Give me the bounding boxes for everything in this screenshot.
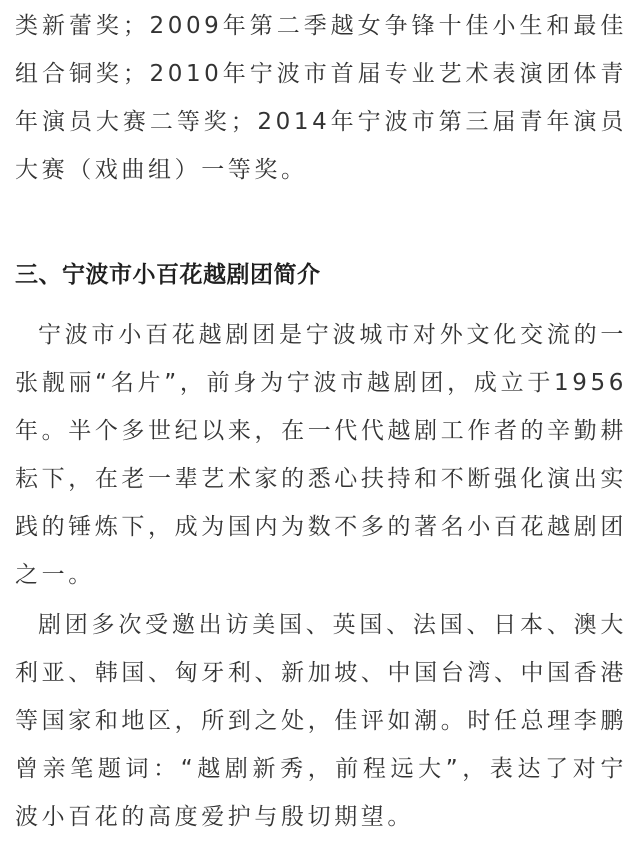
paragraph-overseas-tours: 剧团多次受邀出访美国、英国、法国、日本、澳大利亚、韩国、匈牙利、新加坡、中国台湾、中国香港等国家和地区，所到之处，佳评如潮。时任总理李鹏曾亲笔题词：“越剧新秀，前程远大”，表达了对宁波小百花的高度爱护与殷切期望。 <box>15 612 627 830</box>
article-body <box>15 0 627 841</box>
paragraph-troupe-intro: 宁波市小百花越剧团是宁波城市对外文化交流的一张靓丽“名片”，前身为宁波市越剧团，成立于1956年。半个多世纪以来，在一代代越剧工作者的辛勤耕耘下，在老一辈艺术家的悉心扶持和不断强化演出实践的锤炼下，成为国内为数不多的著名小百花越剧团之一。 <box>15 322 627 588</box>
section-heading: 三、宁波市小百花越剧团简介 <box>15 262 321 288</box>
paragraph-awards: 类新蕾奖；2009年第二季越女争锋十佳小生和最佳组合铜奖；2010年宁波市首届专业艺术表演团体青年演员大赛二等奖；2014年宁波市第三届青年演员大赛（戏曲组）一等奖。 <box>15 13 627 183</box>
